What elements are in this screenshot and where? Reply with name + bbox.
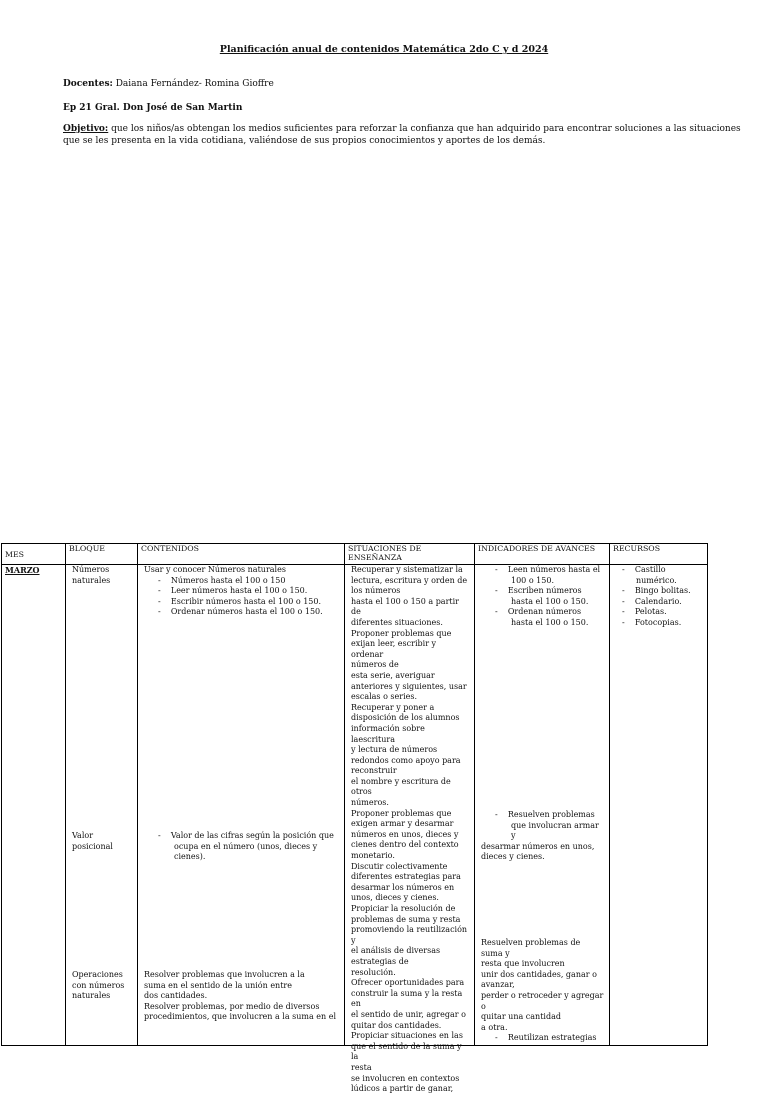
situacion-line: información sobre laescritura <box>351 723 425 744</box>
situacion-line: el análisis de diversas <box>351 946 441 956</box>
contenidos-intro: Usar y conocer Números naturales <box>144 565 286 574</box>
document-title: Planificación anual de contenidos Matemática 2do C y d 2024 <box>219 44 549 55</box>
situacion-line: se involucren en contextos <box>351 1073 460 1083</box>
contenidos-list <box>144 565 339 618</box>
situacion-line: lectura, escritura y orden de <box>351 575 468 585</box>
situacion-line: hasta el 100 o 150 a partir de <box>351 596 459 617</box>
situacion-line: diferentes situaciones. <box>351 617 443 627</box>
list-item: - Reutilizan estrategias <box>495 1033 597 1043</box>
situacion-line: escalas o series. <box>351 692 418 702</box>
text-line: a otra. <box>481 1022 508 1032</box>
situacion-line: exijan leer, escribir y ordenar <box>351 639 437 659</box>
situacion-line: y lectura de números <box>351 745 438 755</box>
text-line: Resolver problemas que involucren a la <box>144 970 305 979</box>
bloque-numeros: Números naturales <box>72 565 111 585</box>
situacion-line: el nombre y escritura de otros <box>351 776 451 797</box>
situacion-line: cienes dentro del contexto <box>351 840 459 850</box>
situacion-line: resta <box>351 1062 372 1072</box>
list-item: - Castillo numérico. <box>622 565 677 585</box>
teachers-label: Docentes: <box>63 79 113 89</box>
situacion-line: el sentido de unir, agregar o <box>351 1009 466 1019</box>
header-situaciones: SITUACIONES DE ENSEÑANZA <box>345 544 475 565</box>
list-item: - Calendario. <box>622 596 682 606</box>
situacion-line: Ofrecer oportunidades para <box>351 978 465 988</box>
objective-paragraph <box>63 123 753 147</box>
situacion-line: Recuperar y sistematizar la <box>351 565 463 574</box>
indicadores-operaciones <box>481 938 604 1044</box>
situacion-line: resolución. <box>351 967 396 977</box>
indicadores-valor <box>481 810 604 863</box>
objective-text: que los niños/as obtengan los medios suficientes para reforzar la confianza que han adquirido para encontrar soluciones a las situaciones que se les presenta en la vida cotidiana, valiéndose de sus propios conocimientos y aportes de los demás. <box>63 124 741 146</box>
teachers-value: Daiana Fernández- Romina Gioffre <box>115 79 274 89</box>
contenidos-valor: - Valor de las cifras según la posición que ocupa en el número (unos, dieces y cienes). <box>158 831 334 862</box>
planning-table <box>1 543 708 1094</box>
contenidos-operaciones <box>144 970 339 1023</box>
situacion-line: diferentes estrategias para <box>351 872 461 882</box>
teachers-line <box>63 79 274 89</box>
situacion-line: desarmar los números en <box>351 882 455 892</box>
text-line: perder o retroceder y agregar o <box>481 990 604 1011</box>
text-line: unir dos cantidades, ganar o <box>481 969 597 979</box>
cell-bloque <box>66 565 138 1046</box>
situacion-line: redondos como apoyo para <box>351 755 461 765</box>
list-item: - Ordenar números hasta el 100 o 150. <box>158 607 323 617</box>
situacion-line: unos, dieces y cienes. <box>351 893 439 903</box>
recursos-list <box>616 565 702 629</box>
situacion-line: Propiciar la resolución de <box>351 904 456 913</box>
situacion-line: exigen armar y desarmar <box>351 819 454 829</box>
list-item: - Escriben números hasta el 100 o 150. <box>495 586 589 606</box>
cell-recursos <box>610 565 708 1046</box>
situacion-line: quitar dos cantidades. <box>351 1020 442 1030</box>
situacion-line: Discutir colectivamente <box>351 861 448 871</box>
bloque-valor: Valor posicional <box>72 831 113 851</box>
cell-contenidos <box>138 565 345 1046</box>
text-line: procedimientos, que involucren a la suma en el <box>144 1012 337 1022</box>
situacion-line: que el sentido de la suma y la <box>351 1041 462 1062</box>
situacion-line: esta serie, averiguar <box>351 670 435 680</box>
objective-label: Objetivo: <box>63 124 109 134</box>
cell-situaciones <box>345 565 475 1094</box>
situacion-line: anteriores y siguientes, usar <box>351 681 467 691</box>
text-line: Resolver problemas, por medio de diversos <box>144 1001 320 1011</box>
situacion-line: Proponer problemas que <box>351 808 452 818</box>
text-line: Resuelven problemas de suma y <box>481 938 581 958</box>
text-line: suma en el sentido de la unión entre <box>144 980 292 990</box>
bloque-operaciones: Operaciones con números naturales <box>72 970 125 1001</box>
cell-mes <box>2 565 66 1046</box>
list-item: - Números hasta el 100 o 150 <box>158 575 286 585</box>
list-item: - Escribir números hasta el 100 o 150. <box>158 596 322 606</box>
list-item: - Leen números hasta el 100 o 150. <box>495 565 601 585</box>
text-line: desarmar números en unos, dieces y cienes. <box>481 841 595 862</box>
situacion-line: disposición de los alumnos <box>351 713 460 723</box>
table-row-marzo <box>2 565 708 1046</box>
cell-indicadores <box>475 565 610 1046</box>
indicadores-list <box>481 565 604 629</box>
header-recursos: RECURSOS <box>610 544 708 565</box>
situacion-line: Recuperar y poner a <box>351 702 435 712</box>
school-name: Ep 21 Gral. Don José de San Martin <box>63 103 243 113</box>
text-line: resta que involucren <box>481 959 565 969</box>
situacion-line: construir la suma y la resta en <box>351 988 463 1009</box>
list-item: - Ordenan números hasta el 100 o 150. <box>495 607 589 627</box>
situacion-line: estrategias de <box>351 956 409 966</box>
text-line: dos cantidades. <box>144 991 208 1001</box>
text-line: quitar una cantidad <box>481 1012 561 1022</box>
header-indicadores: INDICADORES DE AVANCES <box>475 544 610 565</box>
header-mes: MES <box>2 544 66 565</box>
situacion-line: números en unos, dieces y <box>351 829 459 839</box>
situaciones-list <box>351 565 469 1095</box>
list-item: - Fotocopias. <box>622 617 682 627</box>
month-label: MARZO <box>5 565 40 575</box>
situacion-line: números. <box>351 798 389 808</box>
table-header-row <box>2 544 708 565</box>
header-bloque: BLOQUE <box>66 544 138 565</box>
situacion-line: problemas de suma y resta <box>351 914 461 924</box>
situacion-line: monetario. <box>351 851 395 861</box>
situacion-line: Proponer problemas que <box>351 628 452 638</box>
text-line: avanzar, <box>481 980 515 990</box>
situacion-line: reconstruir <box>351 766 397 776</box>
situacion-line: los números <box>351 586 401 596</box>
list-item: - Leer números hasta el 100 o 150. <box>158 586 308 596</box>
header-contenidos: CONTENIDOS <box>138 544 345 565</box>
situacion-line: números de <box>351 660 399 670</box>
list-item: - Resuelven problemas que involucran armar y <box>495 810 599 841</box>
situacion-line: promoviendo la reutilización y <box>351 925 468 945</box>
list-item: - Pelotas. <box>622 607 667 617</box>
situacion-line: lúdicos a partir de ganar, <box>351 1084 454 1094</box>
list-item: - Bingo bolitas. <box>622 586 691 596</box>
situacion-line: Propiciar situaciones en las <box>351 1031 463 1041</box>
